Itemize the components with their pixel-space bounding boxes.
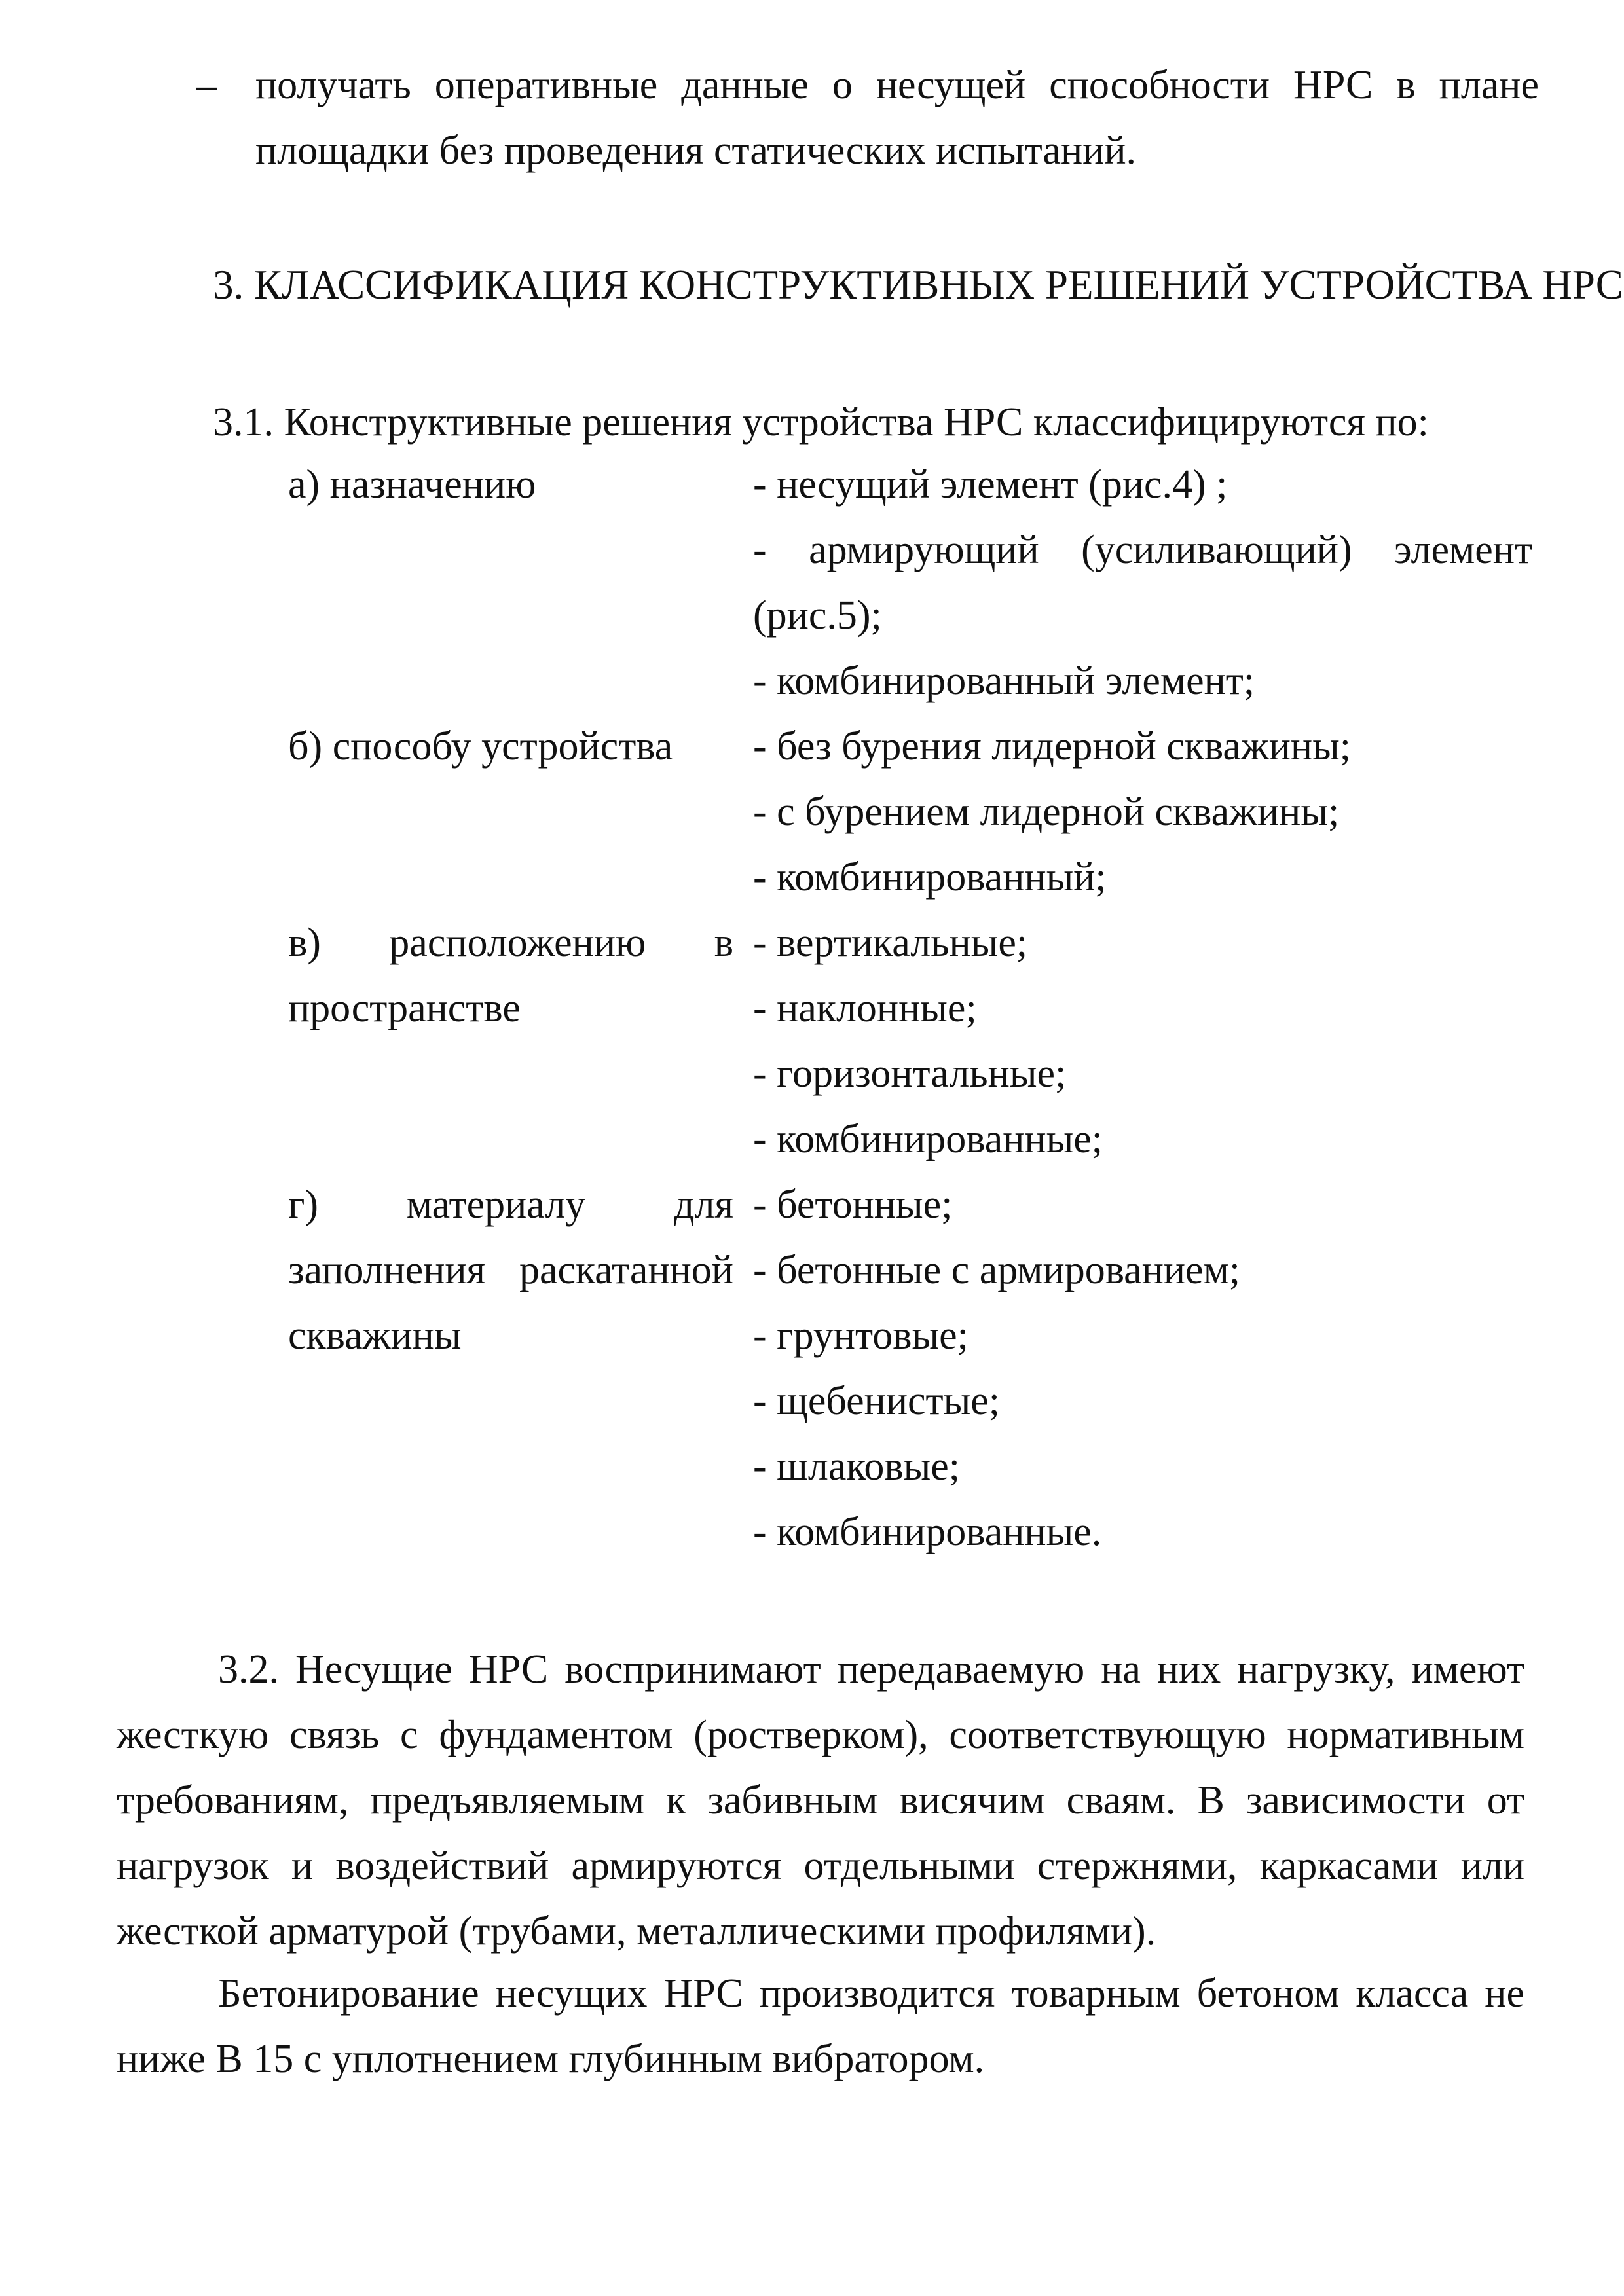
classification-list <box>288 452 1532 1565</box>
option-item: - горизонтальные; <box>753 1051 1067 1096</box>
option-item: - грунтовые; <box>753 1313 969 1358</box>
option-item: - комбинированные. <box>753 1510 1102 1554</box>
option-item: - с бурением лидерной скважины; <box>753 790 1340 834</box>
classification-intro: 3.1. Конструктивные решения устройства НРС классифицируются по: <box>213 400 1429 445</box>
option-item: - комбинированные; <box>753 1117 1103 1161</box>
bullet-text: получать оперативные данные о несущей способности НРС в плане площадки без проведения статических испытаний. <box>255 63 1539 173</box>
bullet-dash: – <box>196 63 217 107</box>
bullet-item <box>196 52 1539 183</box>
option-item: - бетонные с армированием; <box>753 1248 1241 1292</box>
option-item: - комбинированный; <box>753 855 1107 900</box>
option-item: - армирующий (усиливающий) элемент (рис.5); <box>753 528 1532 638</box>
option-item: - щебенистые; <box>753 1379 1001 1423</box>
criterion-options <box>733 1172 1532 1565</box>
option-item: - вертикальные; <box>753 920 1028 965</box>
criterion-options <box>733 714 1532 910</box>
classification-row-orientation <box>288 910 1532 1172</box>
paragraph-3-2: 3.2. Несущие НРС воспринимают передаваемую на них нагрузку, имеют жесткую связь с фундаментом (ростверком), соответствующую нормативным требованиям, предъявляемым к забивным висячим сваям. В зависимости от нагрузок и воздействий армируются отдельными стержнями, каркасами или жесткой арматурой (трубами, металлическими профилями). <box>117 1647 1524 1954</box>
section-heading: 3. КЛАССИФИКАЦИЯ КОНСТРУКТИВНЫХ РЕШЕНИЙ УСТРОЙСТВА НРС <box>213 262 1623 308</box>
option-item: - бетонные; <box>753 1182 953 1227</box>
classification-row-purpose <box>288 452 1532 714</box>
option-item: - комбинированный элемент; <box>753 659 1255 703</box>
criterion-label: в) расположению в пространстве <box>288 920 733 1030</box>
option-item: - наклонные; <box>753 986 977 1030</box>
criterion-label: а) назначению <box>288 462 536 507</box>
criterion-label: г) материалу для заполнения раскатанной скважины <box>288 1182 733 1358</box>
option-item: - без бурения лидерной скважины; <box>753 724 1351 769</box>
classification-row-method <box>288 714 1532 910</box>
option-item: - несущий элемент (рис.4) ; <box>753 462 1228 507</box>
criterion-label: б) способу устройства <box>288 724 673 769</box>
classification-row-material <box>288 1172 1532 1565</box>
criterion-options <box>733 910 1532 1172</box>
criterion-options <box>733 452 1532 714</box>
option-item: - шлаковые; <box>753 1444 960 1489</box>
paragraph-concreting: Бетонирование несущих НРС производится товарным бетоном класса не ниже В 15 с уплотнением глубинным вибратором. <box>117 1971 1524 2081</box>
